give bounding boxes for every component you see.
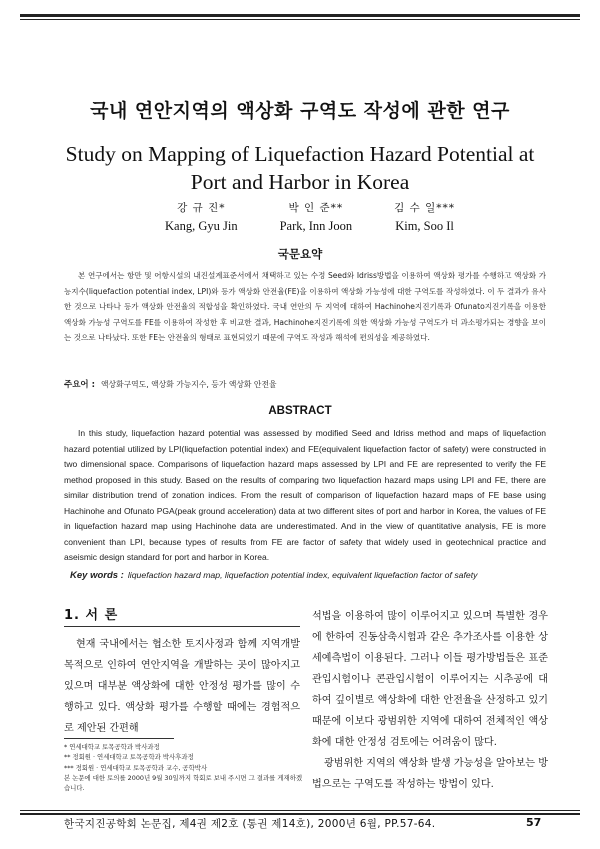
keywords-korean-label: 주요어 : bbox=[64, 380, 95, 390]
title-english-line1: Study on Mapping of Liquefaction Hazard Potential at bbox=[65, 142, 535, 166]
footnote-4: 본 논문에 대한 토의를 2000년 9월 30일까지 학회로 보내 주시면 그 결과를 게재하겠습니다. bbox=[64, 773, 303, 793]
section-1-right-column bbox=[312, 606, 548, 795]
footnotes bbox=[64, 742, 304, 793]
footnote-3: *** 정회원 · 연세대학교 토목공학과 교수, 공학박사 bbox=[64, 763, 208, 772]
top-rule bbox=[20, 14, 580, 17]
keywords-english-text: liquefaction hazard map, liquefaction potential index, equivalent liquefaction factor of safety bbox=[127, 570, 478, 580]
section-1-heading: 1. 서 론 bbox=[64, 608, 119, 623]
author-3-korean-name: 김 수 일*** bbox=[394, 202, 455, 214]
top-rule-thin bbox=[20, 19, 580, 20]
author-1-english-name: Kang, Gyu Jin bbox=[165, 219, 238, 233]
author-2-english-name: Park, Inn Joon bbox=[279, 219, 353, 233]
page-number: 57 bbox=[526, 816, 542, 829]
footnote-rule bbox=[64, 738, 174, 739]
section-1-right-paragraph-2: 광범위한 지역의 액상화 발생 가능성을 알아보는 방법으로는 구역도를 작성하는 방법이 있다. bbox=[312, 758, 549, 790]
abstract-english-heading: ABSTRACT bbox=[268, 405, 332, 417]
author-2-korean-name: 박 인 준** bbox=[288, 202, 344, 214]
title-korean: 국내 연안지역의 액상화 구역도 작성에 관한 연구 bbox=[90, 100, 510, 122]
author-1 bbox=[165, 199, 238, 235]
footnote-1: * 연세대학교 토목공학과 박사과정 bbox=[64, 743, 160, 751]
footnote-2: ** 정회원 · 연세대학교 토목공학과 박사후과정 bbox=[64, 753, 194, 762]
section-heading-rule bbox=[64, 626, 300, 627]
author-3 bbox=[394, 199, 455, 235]
bottom-rule-thin bbox=[20, 810, 580, 811]
keywords-korean-text: 액상화구역도, 액상화 가능지수, 등가 액상화 안전율 bbox=[101, 380, 277, 389]
section-1-right-paragraph-1: 석법을 이용하여 많이 이루어지고 있으며 특별한 경우에 한하여 진동삼축시험과 같은 추가조사를 이용한 상세예측법이 이용된다. 그러나 이들 평가방법들은 표준관입시험이나 콘관입시험이 이루어지는 시추공에 대하여 깊이별로 액상화에 대한 안전율을 산정하고 있기 때문에 이보다 광범위한 지역에 대하여 전체적인 액상화에 대한 안정성 검토에는 어려움이 많다. bbox=[312, 611, 548, 748]
keywords-english-label: Key words : bbox=[70, 570, 124, 581]
keywords-english bbox=[70, 570, 550, 581]
title-english-line2: Port and Harbor in Korea bbox=[190, 170, 410, 194]
footer-journal-citation: 한국지진공학회 논문집, 제4권 제2호 (통권 제14호), 2000년 6월, PP.57-64. bbox=[64, 818, 436, 830]
abstract-english-body: In this study, liquefaction hazard potential was assessed by modified Seed and Idriss method and maps of liquefaction hazard potential utilized by LPI(liquefaction potential index) and FE(equivalent liquefaction factor of safety) were constructed in two dimensional space. Comparisons of liquefaction hazard maps assessed by LPI and FE are represented to verify the FE method proposed in this study. Based on the results of comparing two liquefaction hazard maps using LPI and FE, there are similar distribution trend of zonation indices. From the result of comparison of liquefaction hazard maps of FE base using Hachinohe and Ofunato PGA(peak ground acceleration) data at two different sites of port and harbor in Korea, the values of FE in liquefaction hazard map using Hachinohe data are underestimated. And in the view of quantitative analysis, FE is more convenient than LPI, because types of results from FE are factor of safety that widely used in geotechnical practice and aseismic design standard for port and harbor in Korea. bbox=[64, 428, 546, 562]
bottom-rule bbox=[20, 813, 580, 815]
title-english bbox=[60, 140, 540, 196]
author-1-korean-name: 강 규 진* bbox=[177, 202, 226, 214]
keywords-korean bbox=[64, 378, 546, 390]
author-2 bbox=[280, 199, 353, 235]
section-1-left-column: 현재 국내에서는 협소한 토지사정과 함께 지역개발목적으로 인하여 연안지역을 개발하는 곳이 많아지고 있으며 대부분 액상화에 대한 안정성 평가를 많이 수행하고 있다. 액상화 평가를 수행할 때에는 경험적으로 제안된 간편해 bbox=[64, 639, 300, 734]
abstract-korean-body: 본 연구에서는 항만 및 어항시설의 내진설계표준서에서 채택하고 있는 수정 Seed와 Idriss방법을 이용하여 액상화 평가를 수행하고 액상화 가능지수(liquefaction potential index, LPI)와 등가 액상화 안전율(FE)을 이용하여 액상화 가능성에 대한 구역도를 작성하였다. 이 두 결과가 유사한 것으로 나타나 등가 액상화 안전율의 적합성을 확인하였다. 국내 연안의 두 지역에 대하여 Hachinohe지진기록과 Ofunato지진기록을 이용한 액상화 가능성 구역도를 FE를 이용하여 작성한 후 비교한 결과, Hachinohe지진기록에 의한 액상화 가능성 구역도가 더 과소평가되는 경향을 보이는 것으로 나타났다. 또한 FE는 안전율의 형태로 표현되었기 때문에 구역도 작성과 해석에 편의성을 제공하였다. bbox=[64, 271, 546, 343]
abstract-korean-heading: 국문요약 bbox=[277, 247, 323, 261]
author-list bbox=[165, 199, 455, 235]
author-3-english-name: Kim, Soo Il bbox=[395, 219, 454, 233]
